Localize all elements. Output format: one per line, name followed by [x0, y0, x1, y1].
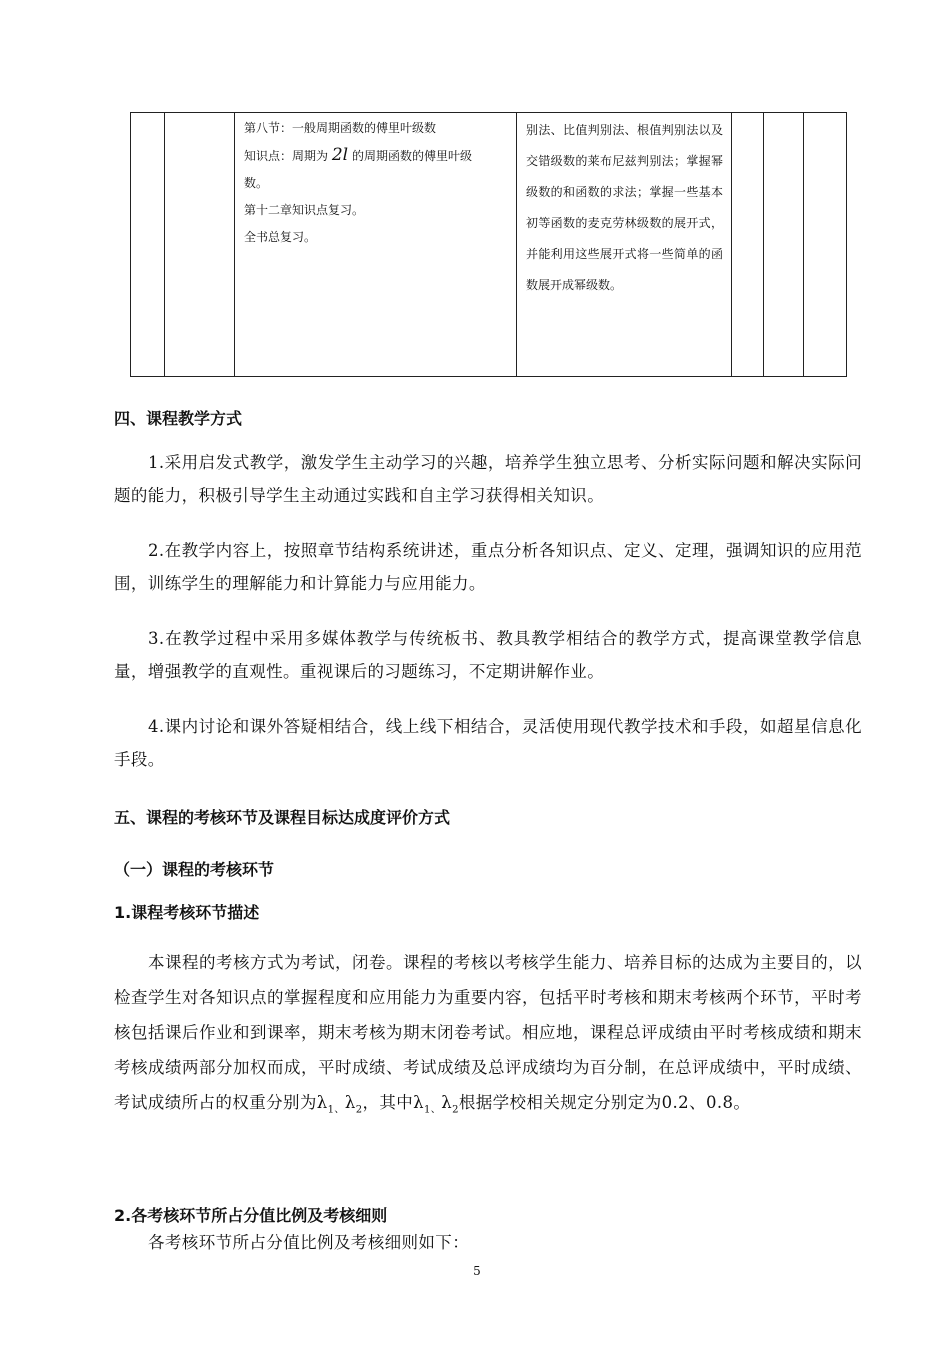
- paragraph: 1.采用启发式教学，激发学生主动学习的兴趣，培养学生独立思考、分析实际问题和解决实际问题的能力，积极引导学生主动通过实践和自主学习获得相关知识。: [114, 453, 862, 505]
- formula-text: 2l: [331, 145, 349, 165]
- content-line: 第八节：一般周期函数的傅里叶级数: [244, 121, 437, 135]
- content-text: 知识点：周期为: [244, 149, 329, 163]
- paragraph: [114, 945, 862, 1127]
- table-cell-requirements: 别法、比值判别法、根值判别法以及交错级数的莱布尼兹判别法；掌握幂级数的和函数的求法；掌握一些基本初等函数的麦克劳林级数的展开式，并能利用这些展开式将一些简单的函数展开成幂级数。: [517, 113, 732, 377]
- table-cell-content: [235, 113, 517, 377]
- subscript: 1、: [424, 1104, 442, 1116]
- table-cell-empty: [165, 113, 235, 377]
- section-heading: 四、课程教学方式: [114, 409, 243, 428]
- paragraph-text: λ: [441, 1093, 453, 1112]
- paragraph: 各考核环节所占分值比例及考核细则如下：: [148, 1233, 470, 1252]
- table-cell-empty: [732, 113, 764, 377]
- content-text: 的周期函数的傅里叶级: [351, 149, 472, 163]
- subsection-heading: 2.各考核环节所占分值比例及考核细则: [114, 1206, 388, 1225]
- subsection-heading: （一）课程的考核环节: [114, 860, 275, 879]
- table-cell-empty: [764, 113, 804, 377]
- subscript: 2: [355, 1104, 363, 1116]
- paragraph: 3.在教学过程中采用多媒体教学与传统板书、教具教学相结合的教学方式，提高课堂教学信息量，增强教学的直观性。重视课后的习题练习，不定期讲解作业。: [114, 629, 862, 681]
- paragraph-text: 根据学校相关规定分别定为0.2、0.8。: [458, 1093, 751, 1112]
- content-line: 全书总复习。: [244, 230, 317, 244]
- paragraph: 4.课内讨论和课外答疑相结合，线上线下相结合，灵活使用现代教学技术和手段，如超星信息化手段。: [114, 717, 862, 769]
- content-line: 第十二章知识点复习。: [244, 203, 365, 217]
- subscript: 1、: [327, 1104, 345, 1116]
- section-heading: 五、课程的考核环节及课程目标达成度评价方式: [114, 808, 451, 827]
- page-number: 5: [473, 1264, 481, 1278]
- table-cell-empty: [131, 113, 165, 377]
- content-line: 数。: [244, 176, 269, 190]
- paragraph: 2.在教学内容上，按照章节结构系统讲述，重点分析各知识点、定义、定理，强调知识的应用范围，训练学生的理解能力和计算能力与应用能力。: [114, 541, 862, 593]
- subscript: 2: [452, 1104, 459, 1116]
- paragraph-text: ，其中λ: [362, 1093, 425, 1112]
- syllabus-table-fragment: [130, 112, 847, 377]
- paragraph-text: 本课程的考核方式为考试，闭卷。课程的考核以考核学生能力、培养目标的达成为主要目的，以检查学生对各知识点的掌握程度和应用能力为重要内容，包括平时考核和期末考核两个环节，平时考核包括课后作业和到课率，期末考核为期末闭卷考试。相应地，课程总评成绩由平时考核成绩和期末考核成绩两部分加权而成，平时成绩、考试成绩及总评成绩均为百分制，在总评成绩中，平时成绩、考试成绩所占的权重分别为λ: [114, 953, 862, 1112]
- subsection-heading: 1.课程考核环节描述: [114, 903, 260, 922]
- table-cell-empty: [804, 113, 847, 377]
- content-line: [244, 142, 508, 170]
- paragraph-text: λ: [344, 1093, 356, 1112]
